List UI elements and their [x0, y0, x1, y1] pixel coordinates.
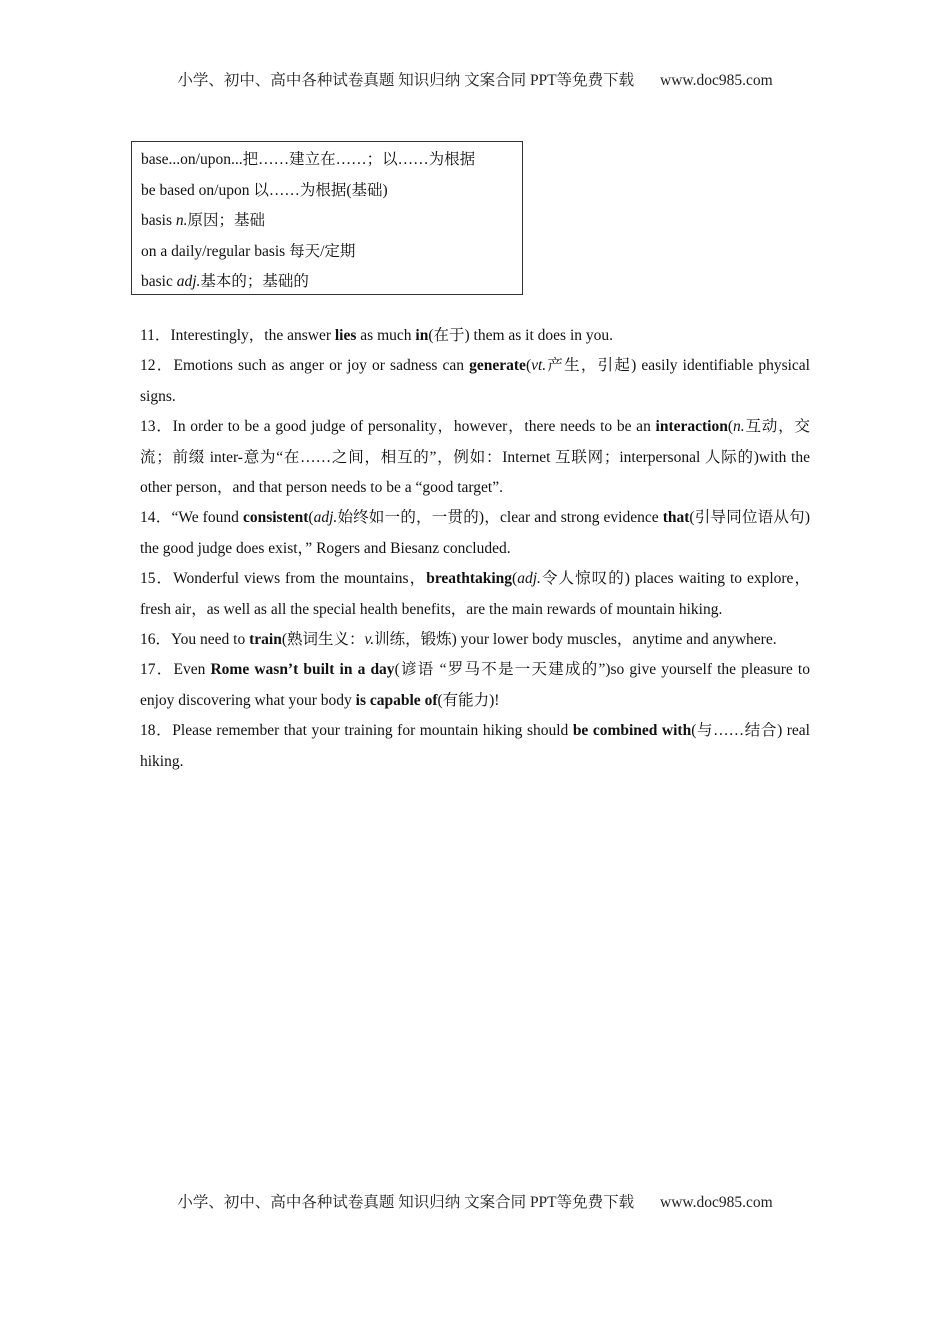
- sentence-item-16: 16．You need to train(熟词生义：v.训练，锻炼) your lower body muscles，anytime and anywhere.: [140, 631, 777, 649]
- page-footer: [0, 1190, 950, 1212]
- vocabulary-box: [131, 141, 523, 295]
- sentence-item-17: 17．Even Rome wasn’t built in a day(谚语 “罗马不是一天建成的”)so give yourself the pleasure to enjoy discovering what your body is capable of(有能力)!: [140, 661, 810, 709]
- vocab-line: basis n.原因；基础: [141, 212, 266, 230]
- sentence-item-14: 14．“We found consistent(adj.始终如一的，一贯的)，clear and strong evidence that(引导同位语从句) the good judge does exist，” Rogers and Biesanz concluded.: [140, 509, 810, 557]
- vocab-line: base...on/upon...把……建立在……；以……为根据: [141, 151, 476, 168]
- sentence-item-13: 13．In order to be a good judge of personality，however，there needs to be an interaction(n.互动，交流；前缀 inter-意为“在……之间，相互的”，例如：Internet 互联网；interpersonal 人际的)with the other person，and that person needs to be a “good target”.: [140, 418, 810, 497]
- sentence-item-11: 11．Interestingly，the answer lies as much in(在于) them as it does in you.: [140, 327, 614, 344]
- footer-text: 小学、初中、高中各种试卷真题 知识归纳 文案合同 PPT等免费下载: [177, 1194, 635, 1211]
- header-site-link[interactable]: www.doc985.com: [660, 72, 773, 89]
- vocab-line: be based on/upon 以……为根据(基础): [141, 181, 388, 199]
- vocab-line: basic adj.基本的；基础的: [141, 273, 309, 291]
- sentence-item-18: 18．Please remember that your training for mountain hiking should be combined with(与……结合) real hiking.: [140, 722, 810, 770]
- vocab-line: on a daily/regular basis 每天/定期: [141, 242, 356, 260]
- header-text: 小学、初中、高中各种试卷真题 知识归纳 文案合同 PPT等免费下载: [177, 72, 635, 89]
- footer-site-link[interactable]: www.doc985.com: [660, 1194, 773, 1211]
- sentence-item-15: 15．Wonderful views from the mountains，breathtaking(adj.令人惊叹的) places waiting to explore，fresh air，as well as all the special health benefits，are the main rewards of mountain hiking.: [140, 570, 810, 618]
- sentence-list: [140, 321, 810, 777]
- page-header: [0, 68, 950, 90]
- sentence-item-12: 12．Emotions such as anger or joy or sadness can generate(vt.产生，引起) easily identifiable physical signs.: [140, 357, 810, 405]
